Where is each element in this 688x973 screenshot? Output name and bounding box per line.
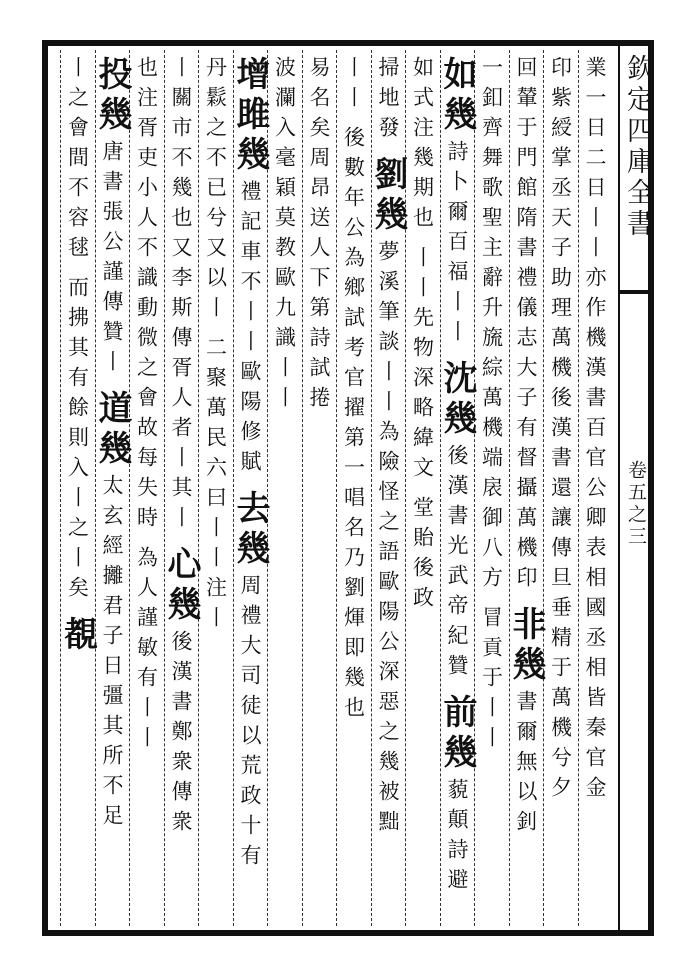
- text-column: [198, 56, 233, 924]
- column-text: 堂貽後政: [410, 496, 435, 616]
- column-text: 丨丨先物深略緯文: [410, 246, 435, 486]
- text-column: [129, 56, 164, 924]
- column-text: 周禮大司徒以荒政十有: [238, 574, 262, 874]
- column-text: 藐顛詩避: [445, 778, 469, 898]
- column-text: 唐書張公謹傳贊丨: [100, 140, 124, 380]
- chapter-label: 卷五之三: [625, 460, 647, 548]
- headword: 心幾: [161, 546, 201, 626]
- headword: 劉幾: [368, 156, 408, 236]
- text-column: [302, 56, 337, 924]
- headword: 道幾: [92, 390, 132, 470]
- text-column: [368, 56, 408, 924]
- book-title: 欽定四庫全書: [622, 54, 653, 240]
- headword: 如幾: [437, 56, 477, 136]
- text-column: [161, 56, 201, 924]
- headword: 增雎幾: [230, 56, 270, 176]
- text-column: [230, 56, 270, 924]
- column-text: 印紫綬掌丞天子助理萬機後漢書還讓傳旦垂精于萬機兮夕: [548, 56, 573, 806]
- headword: 非幾: [506, 606, 546, 686]
- headword: 前幾: [437, 694, 477, 774]
- text-column: [437, 56, 477, 924]
- column-text: 掃地發: [376, 56, 400, 146]
- column-text: 為人謹敏有丨丨: [134, 546, 159, 756]
- text-column: [405, 56, 440, 924]
- column-text: 回輦于門館隋書禮儀志大子有督攝萬機印: [514, 56, 538, 596]
- text-column: [267, 56, 302, 924]
- text-column: [543, 56, 578, 924]
- page-margin: [620, 46, 654, 930]
- headword: 沈幾: [437, 360, 477, 440]
- headword: 投幾: [92, 56, 132, 136]
- text-column: [336, 56, 371, 924]
- column-text: 波瀾入毫穎莫教歐九識丨丨: [272, 56, 297, 416]
- text-column: [57, 56, 98, 924]
- text-column: [506, 56, 546, 924]
- headword: 覩: [57, 616, 98, 656]
- column-text: 太玄經攡君子日彊其所不足: [100, 474, 124, 834]
- column-text: 後數年公為鄉試考官擢第一唱名乃劉煇即幾也: [341, 126, 366, 726]
- column-text: 丹鬏之不已兮又以丨: [203, 56, 228, 326]
- text-column: [474, 56, 509, 924]
- column-text: 丨關市不幾也又李斯傳胥人者丨其丨: [169, 56, 193, 536]
- column-text: 二聚萬民六曰丨丨注丨: [203, 336, 228, 636]
- headword: 去幾: [230, 490, 270, 570]
- column-text: 禮記車不丨丨歐陽修賦: [238, 180, 262, 480]
- text-column: [92, 56, 132, 924]
- column-text: 一釦齊舞歌聖主辭升旒綜萬機端扆御八方: [479, 56, 504, 596]
- column-text: 冒貢于丨丨: [479, 606, 504, 756]
- column-text: 如式注幾期也: [410, 56, 435, 236]
- column-text: 丨之會間不容毬: [65, 56, 90, 266]
- column-text: 丨丨: [341, 56, 366, 116]
- column-text: 而拂其有餘則入丨之丨矣: [65, 276, 90, 606]
- column-text: 易名矣周昂送人下第詩試捲: [307, 56, 331, 416]
- column-text: 詩卜爾百福丨丨: [445, 140, 469, 350]
- column-text: 後漢書光武帝紀贊: [445, 444, 469, 684]
- column-text: 夢溪筆談丨丨為險怪之語歐陽公深惡之幾被黜: [376, 240, 400, 840]
- text-column: [578, 56, 613, 924]
- column-text: 業一日二日丨丨亦作機漢書百官公卿表相國丞相皆秦官金: [583, 56, 607, 806]
- column-text: 後漢書鄭衆傳衆: [169, 630, 193, 840]
- column-text: 書爾無以釗: [514, 690, 538, 840]
- column-text: 也注胥吏小人不識動微之會故每失時: [134, 56, 159, 536]
